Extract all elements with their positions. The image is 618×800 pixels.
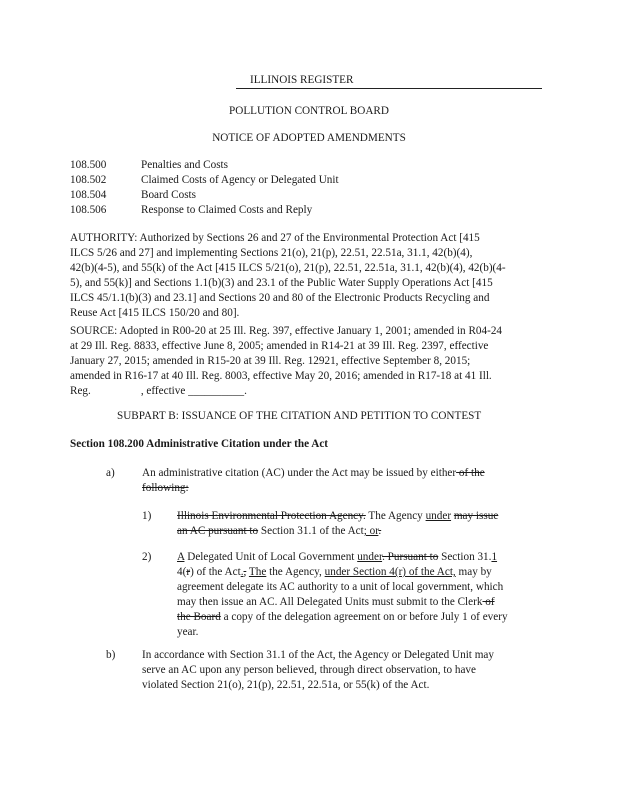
plain-text: 4(	[177, 566, 187, 578]
struck-text: the Board	[177, 611, 221, 623]
toc-title: Penalties and Costs	[141, 159, 229, 171]
authority-line: 42(b)(4-5), and 55(k) of the Act [415 ILCS 5/21(o), 21(p), 22.51, 22.51a, 31.1, 42(b)(4), 42(b)(4-	[70, 262, 506, 274]
inserted-text: A	[177, 551, 185, 563]
authority-line: AUTHORITY: Authorized by Sections 26 and 27 of the Environmental Protection Act [415	[70, 232, 480, 244]
section-heading: Section 108.200 Administrative Citation under the Act	[70, 438, 329, 450]
item-a-struck: of the	[456, 467, 485, 479]
source-paragraph	[70, 324, 548, 399]
source-reg-label: Reg.	[70, 385, 91, 397]
item-a2-line: agreement delegate its AC authority to a unit of local government, which	[177, 581, 504, 593]
item-b-line: violated Section 21(o), 21(p), 22.51, 22.51a, or 55(k) of the Act.	[142, 679, 430, 691]
register-title: ILLINOIS REGISTER	[250, 74, 354, 86]
inserted-text: 1	[491, 551, 498, 563]
plain-text: ) of the Act	[190, 566, 241, 578]
item-a1-line	[177, 524, 548, 539]
toc-title: Claimed Costs of Agency or Delegated Unit	[141, 174, 339, 186]
toc-number: 108.500	[70, 159, 107, 171]
item-a-text	[142, 466, 548, 496]
toc-number: 108.506	[70, 204, 107, 216]
plain-text: The Agency	[365, 510, 426, 522]
struck-text: .	[378, 525, 382, 537]
source-line: January 27, 2015; amended in R15-20 at 39 Ill. Reg. 12921, effective September 8, 2015;	[70, 355, 471, 367]
subpart-heading: SUBPART B: ISSUANCE OF THE CITATION AND PETITION TO CONTEST	[117, 410, 482, 422]
authority-paragraph	[70, 231, 548, 321]
inserted-text: under Section 4(r) of the Act,	[324, 566, 456, 578]
board-title: POLLUTION CONTROL BOARD	[229, 105, 389, 117]
struck-text: . Pursuant to	[382, 551, 439, 563]
inserted-text: ; or	[363, 525, 379, 537]
inserted-text: The	[248, 566, 267, 578]
item-a-line	[142, 481, 548, 496]
plain-text: Section 31.	[438, 551, 492, 563]
source-line-final	[70, 384, 548, 399]
plain-text: may by	[455, 566, 492, 578]
authority-line: Reuse Act [415 ILCS 150/20 and 80].	[70, 307, 240, 319]
source-effective-label: , effective	[140, 385, 186, 397]
item-a2-marker: 2)	[142, 551, 152, 563]
struck-text: r	[186, 566, 191, 578]
inserted-text: .	[240, 566, 244, 578]
item-a2-line	[177, 565, 548, 580]
plain-text: may then issue an AC. All Delegated Units must submit to the Clerk	[177, 596, 483, 608]
struck-text: Illinois Environmental Protection Agency.	[177, 510, 366, 522]
authority-line: ILCS 45/1.1(b)(3) and 23.1] and Sections 20 and 80 of the Electronic Products Recycling and	[70, 292, 490, 304]
source-line: SOURCE: Adopted in R00-20 at 25 Ill. Reg. 397, effective January 1, 2001; amended in R04-24	[70, 325, 503, 337]
source-line: amended in R16-17 at 40 Ill. Reg. 8003, effective May 20, 2016; amended in R17-18 at 41 Ill.	[70, 370, 492, 382]
item-b-text	[142, 648, 548, 693]
item-a2-line: year.	[177, 626, 199, 638]
authority-line: ILCS 5/26 and 27] and implementing Sections 21(o), 21(p), 22.51, 22.51a, 31.1, 42(b)(4),	[70, 247, 473, 259]
item-a-line	[142, 466, 548, 481]
notice-title: NOTICE OF ADOPTED AMENDMENTS	[212, 132, 406, 144]
item-b-marker: b)	[106, 649, 116, 661]
source-line: at 29 Ill. Reg. 8833, effective June 8, 2005; amended in R14-21 at 39 Ill. Reg. 2397, effective	[70, 340, 489, 352]
item-a-marker: a)	[106, 467, 115, 479]
source-blank: __________.	[188, 385, 247, 397]
item-a2-text	[177, 550, 548, 640]
struck-text: may issue	[453, 510, 499, 522]
struck-text: of	[482, 596, 495, 608]
plain-text: a copy of the delegation agreement on or before July 1 of every	[220, 611, 508, 623]
authority-line: 5), and 55(k)] and Sections 1.1(b)(3) and 23.1 of the Public Water Supply Operations Act [415	[70, 277, 493, 289]
plain-text: the Agency,	[266, 566, 325, 578]
inserted-text: under	[425, 510, 452, 522]
plain-text: Section 31.1 of the Act	[258, 525, 364, 537]
item-a2-line	[177, 610, 548, 625]
struck-text: ,	[243, 566, 247, 578]
item-a2-line	[177, 550, 548, 565]
item-a1-marker: 1)	[142, 510, 152, 522]
item-a1-line	[177, 509, 548, 524]
item-a-main: An administrative citation (AC) under the Act may be issued by either	[142, 467, 457, 479]
toc-title: Board Costs	[141, 189, 197, 201]
item-b-line: In accordance with Section 31.1 of the Act, the Agency or Delegated Unit may	[142, 649, 494, 661]
item-a-struck: following:	[142, 482, 189, 494]
inserted-text: under	[357, 551, 383, 563]
toc-number: 108.504	[70, 189, 107, 201]
struck-text: an AC pursuant to	[177, 525, 259, 537]
item-a2-line	[177, 595, 548, 610]
toc-title: Response to Claimed Costs and Reply	[141, 204, 313, 216]
item-a1-text	[177, 509, 548, 539]
plain-text: Delegated Unit of Local Government	[184, 551, 358, 563]
toc-number: 108.502	[70, 174, 107, 186]
item-b-line: serve an AC upon any person believed, through direct observation, to have	[142, 664, 476, 676]
header-rule	[236, 88, 542, 89]
